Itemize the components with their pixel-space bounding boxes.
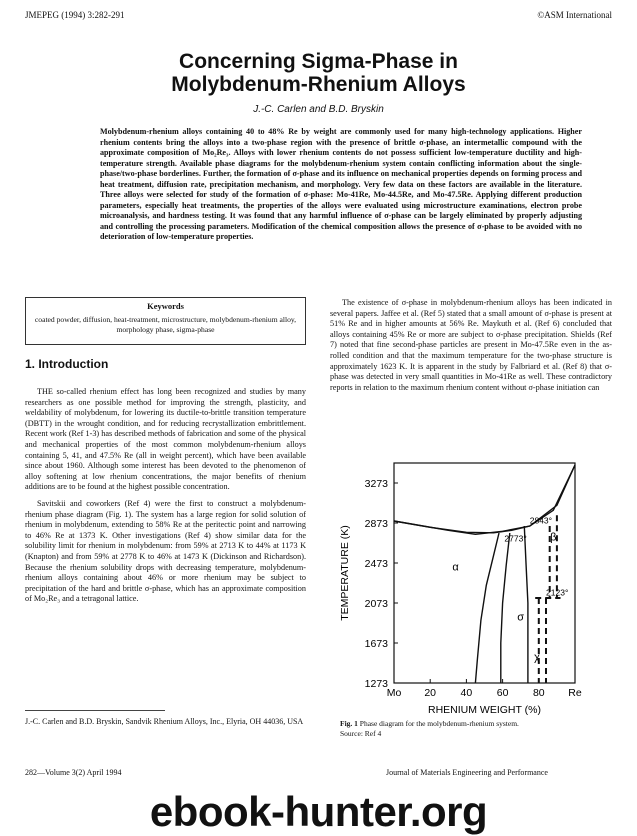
series-sigma-left: [501, 533, 510, 683]
series-sigma-right: [524, 526, 528, 683]
plot-frame: [394, 463, 575, 683]
keywords-box: [25, 297, 306, 345]
paragraph: The existence of σ-phase in molybdenum-rhenium alloys has been indicated in several papers. Jaffee et al. (Ref 5) stated that a small amount of σ-phase is present at 51% Re and in higher amounts at 56% Re. Maykuth et al. (Ref 6) concluded that alloys containing 45% Re or more are subject to σ-phase precipitation. Shields (Ref 7) noted that fine second-phase particles are present in Mo-47.5Re even in the as-rolled condition and that the maximum temperature for the two-phase structure is approximately 1623 K. It is apparent in the study by Falbriard et al. (Ref 8) that σ-phase was detected in very small quantities in Mo-41Re as well. These contradictory reports in relation to the maximum rhenium content without σ-phase initiation can: [330, 298, 612, 392]
temperature-annotation: 2773°: [504, 533, 527, 544]
publisher: ©ASM International: [537, 10, 612, 20]
caption-source: Source: Ref 4: [340, 728, 382, 738]
x-tick-label: Re: [568, 687, 582, 699]
figure-caption: [340, 719, 620, 738]
phase-diagram: [330, 455, 620, 717]
phase-label: α: [452, 561, 459, 574]
watermark: ebook-hunter.org: [149, 788, 488, 835]
temperature-annotation: 2843°: [529, 515, 553, 526]
section-heading: 1. Introduction: [25, 357, 109, 371]
abstract: Molybdenum-rhenium alloys containing 40 to 48% Re by weight are commonly used for many high-technology applications. Higher rhenium contents bring the alloys into a two-phase region with the presence of brittle σ-phase, an intermetallic compound with the approximate composition of Mo₂Re₃. Alloys with lower rhenium contents do not possess sufficient low-temperature ductility and high-temperature strength. Available phase diagrams for the molybdenum-rhenium system contain conflicting information about the single-phase/two-phase borderlines. Further, the formation of σ-phase and its influence on mechanical properties depends on forming process and heat treatment, diffusion rate, precipitation mechanism, and morphology. Very few data on these factors are available in the literature. Three alloys were selected for study of the formation of σ-phase: Mo-41Re, Mo-44.5Re, and Mo-47.5Re. Applying different production parameters, especially heat treatments, the properties of the alloys were evaluated using microstructure examinations, electron probe microanalysis, and hardness testing. It was found that any harmful influence of σ-phase can be largely eliminated by properly adjusting and controlling the processing parameters. Modification of the chemical composition allows the presence of σ-phase to be avoided with no deterioration of low-temperature properties.: [100, 127, 582, 241]
phase-label: β: [550, 531, 557, 544]
affiliation: J.-C. Carlen and B.D. Bryskin, Sandvik Rhenium Alloys, Inc., Elyria, OH 44036, USA: [25, 717, 304, 726]
phase-label: σ: [517, 611, 525, 624]
divider: [25, 710, 165, 711]
authors: J.-C. Carlen and B.D. Bryskin: [253, 104, 384, 115]
y-axis-label: TEMPERATURE (K): [339, 525, 351, 621]
x-tick-label: Mo: [386, 687, 402, 699]
y-tick-label: 2873: [364, 518, 388, 530]
title-line-1: Concerning Sigma-Phase in: [179, 50, 458, 73]
title-line-2: Molybdenum-Rhenium Alloys: [171, 73, 466, 96]
y-tick-label: 2073: [364, 598, 388, 610]
x-tick-label: 40: [460, 687, 473, 699]
phase-label: χ: [534, 651, 540, 664]
y-tick-label: 1273: [364, 678, 388, 690]
y-tick-label: 2473: [364, 558, 388, 570]
y-tick-label: 1673: [364, 638, 388, 650]
x-axis-label: RHENIUM WEIGHT (%): [428, 704, 541, 716]
x-tick-label: 60: [496, 687, 509, 699]
left-column: [25, 387, 306, 605]
caption-text: Phase diagram for the molybdenum-rhenium system.: [359, 719, 519, 728]
y-tick-label: 3273: [364, 478, 388, 490]
paper-title: [0, 50, 637, 96]
temperature-annotation: 2123°: [546, 587, 569, 598]
caption-label: Fig. 1: [340, 719, 358, 728]
series-alpha-solvus: [475, 533, 499, 683]
footer-right: Journal of Materials Engineering and Performance: [386, 768, 548, 777]
paragraph: THE so-called rhenium effect has long been recognized and studies by many researchers as one possible method for improving the strength, plasticity, and weldability of molybdenum, for lowering its ductile-to-brittle transition temperature (DBTT) in the wrought condition, and for reducing recrystallization embrittlement. Recent work (Ref 1-3) has described methods of fabrication and some of the physical and mechanical properties of the most common molybdenum-rhenium alloys containing 5, 41, and 47.5% Re (all in weight percent), which have been available since about 1960. Although some interest has been devoted to the phenomenon of alloy softening at low rhenium concentrations, the major benefits of rhenium additions are to be found at the highest possible concentration.: [25, 387, 306, 492]
x-tick-label: 80: [532, 687, 545, 699]
keywords-title: Keywords: [147, 301, 184, 311]
footer-left: 282—Volume 3(2) April 1994: [25, 768, 122, 777]
keywords-text: coated powder, diffusion, heat-treatment, microstructure, molybdenum-rhenium alloy, morphology phase, sigma-phase: [34, 315, 297, 334]
right-column: [330, 298, 612, 393]
journal-ref: JMEPEG (1994) 3:282-291: [25, 10, 125, 20]
paragraph: Savitskii and coworkers (Ref 4) were the first to construct a molybdenum-rhenium phase diagram (Fig. 1). The system has a large region for solid solution of rhenium in molybdenum, extending to 58% Re at the peritectic point and narrowing to 46% Re at 1373 K. Other investigations (Ref 4) show similar data for the solubility limit for rhenium in molybdenum: from 59% at 2713 K to 44% at 1173 K (Knapton) and from 59% at 2778 K to 46% at 1473 K (Dickinson and Richardson). Because the rhenium solubility drops with decreasing temperature, molybdenum-rhenium alloys containing about 46% or more rhenium may be subject to precipitation of the hard and brittle σ-phase, which has an approximate composition of Mo₂Re₃ and a tetragonal lattice.: [25, 498, 306, 604]
x-tick-label: 20: [424, 687, 437, 699]
